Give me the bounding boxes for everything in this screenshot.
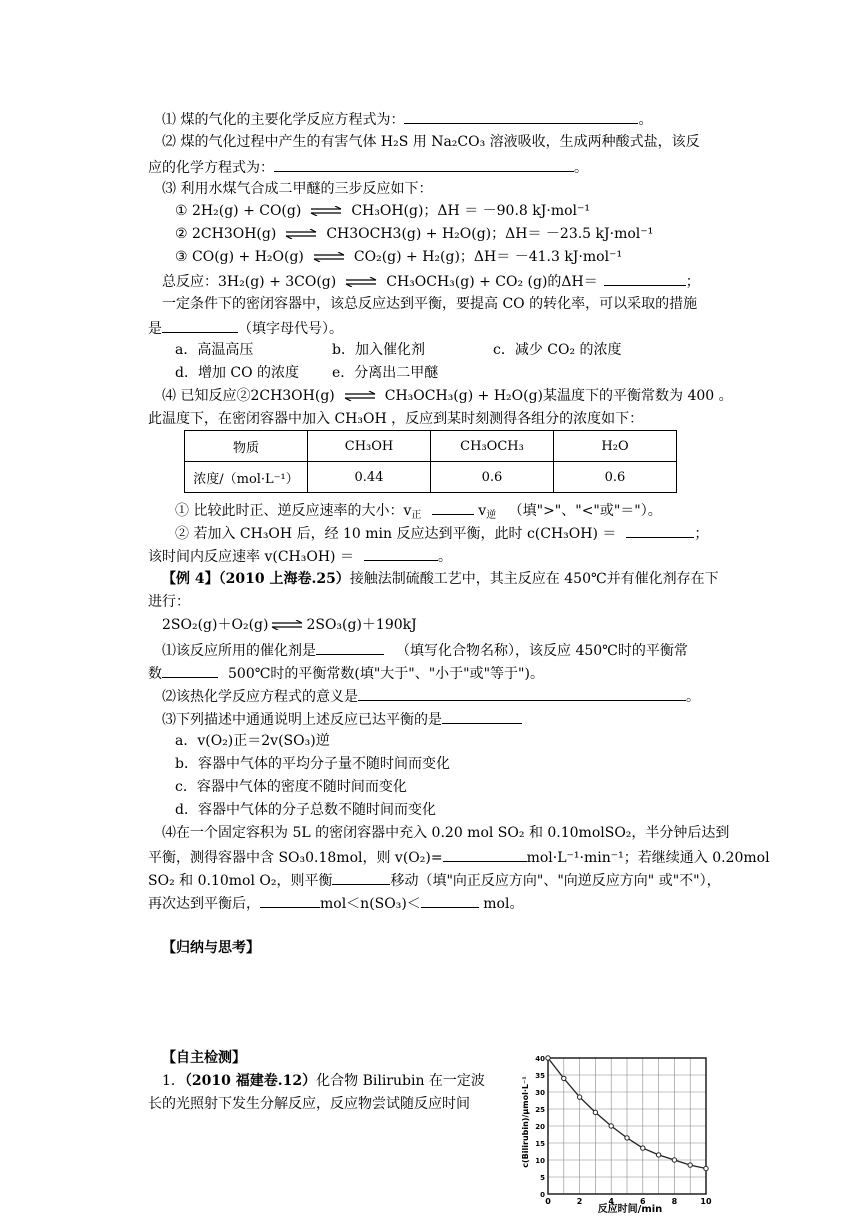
y-tick-label: 10 xyxy=(535,1157,545,1165)
question-4-line1 xyxy=(162,386,733,406)
example-4-option-b: b．容器中气体的平均分子量不随时间而变化 xyxy=(175,756,450,772)
self-test-q1-line2: 长的光照射下发生分解反应，反应物尝试随反应时间 xyxy=(148,1096,470,1112)
question-4-text: CH₃OCH₃(g) + H₂O(g)某温度下的平衡常数为 400 。 xyxy=(384,388,733,404)
x-axis-label: 反应时间/min xyxy=(597,1204,663,1215)
equilibrium-arrow-icon xyxy=(344,277,378,287)
answer-blank[interactable] xyxy=(364,545,438,561)
sub-question-2-line2 xyxy=(148,545,452,567)
sub-question-text: （填">"、"<"或"＝"）。 xyxy=(508,503,662,519)
data-point xyxy=(656,1153,660,1157)
answer-blank[interactable] xyxy=(404,108,638,124)
question-text: 移动（填"向正反应方向"、"向逆反应方向" 或"不"）， xyxy=(390,873,721,889)
example-4-q4-line1: ⑷在一个固定容积为 5L 的密闭容器中充入 0.20 mol SO₂ 和 0.10molSO₂，半分钟后达到 xyxy=(162,825,730,841)
question-text: （填写化合物名称），该反应 450℃时的平衡常 xyxy=(396,643,688,659)
question-text: 平衡，测得容器中含 SO₃0.18mol，则 v(O₂)= xyxy=(148,850,443,866)
question-text: ⑶下列描述中通通说明上述反应已达平衡的是 xyxy=(162,712,442,728)
data-point xyxy=(609,1124,613,1128)
data-point xyxy=(577,1095,581,1099)
answer-blank[interactable] xyxy=(316,639,384,655)
option-a: a．高温高压 xyxy=(175,342,254,358)
reaction-left: 总反应：3H₂(g) + 3CO(g) xyxy=(162,274,337,290)
chart-grid xyxy=(548,1058,706,1194)
example-4-option-a: a．v(O₂)正＝2v(SO₃)逆 xyxy=(175,733,330,749)
example-4-option-d: d．容器中气体的分子总数不随时间而变化 xyxy=(175,802,436,818)
question-number: 1． xyxy=(162,1073,185,1089)
data-point xyxy=(688,1163,692,1167)
punct: 。 xyxy=(574,160,588,176)
y-tick-label: 35 xyxy=(535,1072,545,1080)
reaction-left: 2SO₂(g)＋O₂(g) xyxy=(162,617,269,633)
self-test-heading: 【自主检测】 xyxy=(162,1050,246,1066)
question-3-intro: ⑶ 利用水煤气合成二甲醚的三步反应如下： xyxy=(162,181,433,197)
question-source: （2010 福建卷.12） xyxy=(184,1073,317,1089)
equilibrium-arrow-icon xyxy=(312,252,346,262)
x-tick-label: 0 xyxy=(545,1197,551,1206)
answer-blank[interactable] xyxy=(442,708,522,724)
reaction-right: CH₃OH(g)；ΔH ＝ －90.8 kJ·mol⁻¹ xyxy=(351,203,591,219)
option-d: d．增加 CO 的浓度 xyxy=(175,365,300,381)
question-2-line2 xyxy=(148,156,588,178)
example-4-intro-line2: 进行： xyxy=(148,594,190,610)
question-text: SO₂ 和 0.10mol O₂，则平衡 xyxy=(148,873,333,889)
answer-blank[interactable] xyxy=(626,522,694,538)
example-4-q4-line3 xyxy=(148,869,721,891)
reaction-1 xyxy=(175,201,590,221)
punct: 。 xyxy=(437,549,452,565)
answer-blank[interactable] xyxy=(332,869,390,885)
equilibrium-arrow-icon xyxy=(284,229,318,239)
x-tick-label: 10 xyxy=(700,1197,712,1206)
answer-blank[interactable] xyxy=(260,892,320,908)
example-4-q3 xyxy=(162,708,522,730)
reaction-right: CH3OCH3(g) + H₂O(g)；ΔH＝ －23.5 kJ·mol⁻¹ xyxy=(326,226,654,242)
question-text: ⑴该反应所用的催化剂是 xyxy=(162,643,316,659)
y-tick-label: 40 xyxy=(535,1055,545,1063)
question-text: mol·L⁻¹·min⁻¹；若继续通入 0.20mol xyxy=(526,850,770,866)
x-tick-label: 2 xyxy=(576,1197,583,1206)
subscript: 逆 xyxy=(486,510,497,521)
table-header-cell: CH₃OH xyxy=(308,431,431,462)
equilibrium-arrow-icon xyxy=(343,391,377,401)
answer-blank[interactable] xyxy=(162,317,238,333)
reaction-left: ① 2H₂(g) + CO(g) xyxy=(175,203,302,219)
question-text: 数 xyxy=(148,666,162,682)
y-tick-label: 30 xyxy=(535,1089,545,1097)
table-row xyxy=(185,462,677,493)
option-c: c．减少 CO₂ 的浓度 xyxy=(493,342,622,358)
answer-blank[interactable] xyxy=(421,892,479,908)
question-text: 再次达到平衡后， xyxy=(148,896,260,912)
example-4-equation xyxy=(162,615,417,635)
question-1 xyxy=(162,108,652,130)
reaction-2 xyxy=(175,224,653,244)
question-text: ⑵该热化学反应方程式的意义是 xyxy=(162,689,358,705)
example-4-option-c: c．容器中气体的密度不随时间而变化 xyxy=(175,779,407,795)
condition-text: 是 xyxy=(148,321,162,337)
question-2-line1: ⑵ 煤的气化过程中产生的有害气体 H₂S 用 Na₂CO₃ 溶液吸收，生成两种酸式盐，该反 xyxy=(162,134,700,150)
condition-text: （填字母代号）。 xyxy=(238,321,343,337)
table-header-cell: H₂O xyxy=(554,431,677,462)
reaction-right: CO₂(g) + H₂(g)；ΔH＝ －41.3 kJ·mol⁻¹ xyxy=(353,249,623,265)
y-tick-label: 5 xyxy=(540,1174,545,1182)
question-4-line2: 此温度下，在密闭容器中加入 CH₃OH ，反应到某时刻测得各组分的浓度如下： xyxy=(148,411,644,427)
punct: ； xyxy=(694,526,709,542)
data-point xyxy=(641,1146,645,1150)
table-header-cell: CH₃OCH₃ xyxy=(431,431,554,462)
y-axis-label: c(Bilirubin)/μmol·L⁻¹ xyxy=(521,1076,530,1168)
self-test-q1-line1 xyxy=(162,1071,485,1091)
x-tick-label: 8 xyxy=(671,1197,678,1206)
answer-blank[interactable] xyxy=(443,846,527,862)
example-label: 【例 4】（2010 上海卷.25） xyxy=(162,571,350,587)
question-text: 化合物 Bilirubin 在一定波 xyxy=(316,1073,485,1089)
data-point xyxy=(546,1056,550,1060)
y-tick-label: 25 xyxy=(535,1106,545,1114)
table-row-label: 浓度/（mol·L⁻¹） xyxy=(185,462,308,493)
equilibrium-arrow-icon xyxy=(270,620,304,630)
reaction-right: CH₃OCH₃(g) + CO₂ (g)的ΔH＝ xyxy=(386,274,598,290)
punct: ； xyxy=(685,274,700,290)
answer-blank[interactable] xyxy=(432,499,474,515)
option-e: e．分离出二甲醚 xyxy=(332,365,439,381)
answer-blank[interactable] xyxy=(358,685,686,701)
table-cell: 0.6 xyxy=(554,462,677,493)
sub-question-text: v xyxy=(478,503,487,519)
total-reaction xyxy=(162,270,700,292)
example-4-q1-line2 xyxy=(148,662,544,684)
example-4-intro xyxy=(162,569,719,589)
reaction-left: ③ CO(g) + H₂O(g) xyxy=(175,249,304,265)
summary-heading: 【归纳与思考】 xyxy=(162,940,260,956)
question-text: mol＜n(SO₃)＜ xyxy=(320,896,421,912)
table-header-row xyxy=(185,431,677,462)
condition-line2 xyxy=(148,317,343,339)
concentration-table xyxy=(184,430,677,493)
answer-blank[interactable] xyxy=(274,156,574,172)
condition-line1: 一定条件下的密闭容器中，该总反应达到平衡，要提高 CO 的转化率，可以采取的措施 xyxy=(162,296,698,312)
sub-question-text: ② 若加入 CH₃OH 后，经 10 min 反应达到平衡，此时 c(CH₃OH) ＝ xyxy=(175,526,617,542)
question-2-text: 应的化学方程式为： xyxy=(148,160,274,176)
data-point xyxy=(704,1166,708,1170)
table-header-cell: 物质 xyxy=(185,431,308,462)
data-point xyxy=(562,1076,566,1080)
example-4-q2 xyxy=(162,685,700,707)
answer-blank[interactable] xyxy=(604,270,686,286)
sub-question-2-line1 xyxy=(175,522,708,544)
sub-question-text: 该时间内反应速率 v(CH₃OH) ＝ xyxy=(148,549,354,565)
table-cell: 0.44 xyxy=(308,462,431,493)
question-1-text: ⑴ 煤的气化的主要化学反应方程式为： xyxy=(162,112,405,128)
question-4-text: ⑷ 已知反应②2CH3OH(g) xyxy=(162,388,335,404)
equilibrium-arrow-icon xyxy=(309,206,343,216)
y-tick-label: 0 xyxy=(540,1191,545,1199)
table-cell: 0.6 xyxy=(431,462,554,493)
punct: 。 xyxy=(638,112,653,128)
sub-question-text: ① 比较此时正、逆反应速率的大小：v xyxy=(175,503,412,519)
x-tick-label: 4 xyxy=(608,1197,614,1206)
y-tick-label: 20 xyxy=(535,1123,545,1131)
example-text: 接触法制硫酸工艺中，其主反应在 450℃并有催化剂存在下 xyxy=(349,571,719,587)
data-point xyxy=(593,1110,597,1114)
subscript: 正 xyxy=(411,510,422,521)
data-point xyxy=(672,1158,676,1162)
y-tick-label: 15 xyxy=(535,1140,545,1148)
question-text: mol。 xyxy=(478,896,524,912)
example-4-q4-line2 xyxy=(148,846,770,868)
reaction-right: 2SO₃(g)＋190kJ xyxy=(306,617,417,633)
example-4-q4-line4 xyxy=(148,892,523,914)
answer-blank[interactable] xyxy=(162,662,218,678)
x-tick-label: 6 xyxy=(640,1197,646,1206)
punct: 。 xyxy=(686,689,700,705)
example-4-q1 xyxy=(162,639,688,661)
bilirubin-chart xyxy=(518,1052,718,1216)
data-point xyxy=(625,1136,629,1140)
reaction-left: ② 2CH3OH(g) xyxy=(175,226,277,242)
option-b: b．加入催化剂 xyxy=(332,342,425,358)
reaction-3 xyxy=(175,247,622,267)
question-text: 500℃时的平衡常数(填"大于"、"小于"或"等于")。 xyxy=(228,666,544,682)
